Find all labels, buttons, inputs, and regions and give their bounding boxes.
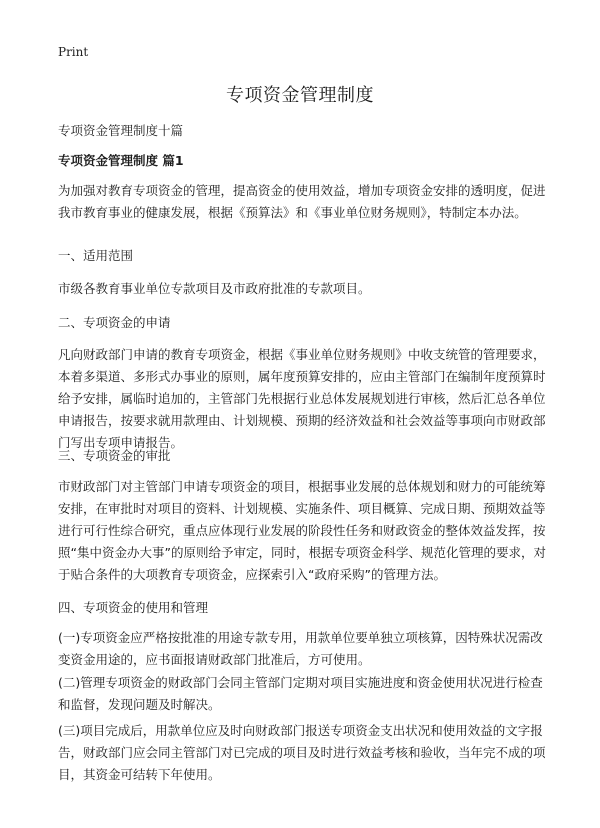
document-subtitle: 专项资金管理制度十篇: [58, 123, 184, 138]
heading-application: 二、专项资金的申请: [58, 315, 171, 330]
paragraph-approval: 市财政部门对主管部门申请专项资金的项目，根据事业发展的总体规划和财力的可能统筹安排，在审批时对项目的资料、计划规模、实施条件、项目概算、完成日期、预期效益等进行可行性综合研究，重点应体现行业发展的阶段性任务和财政资金的整体效益发挥，按照“集中资金办大事”的原则给予审定，同时，根据专项资金科学、规范化管理的要求，对于贴合条件的大项教育专项资金，应探索引入“政府采购”的管理方法。: [58, 479, 546, 582]
paragraph-intro: 为加强对教育专项资金的管理，提高资金的使用效益，增加专项资金安排的透明度，促进我市教育事业的健康发展，根据《预算法》和《事业单位财务规则》，特制定本办法。: [58, 183, 546, 220]
paragraph-use-1: (一)专项资金应严格按批准的用途专款专用，用款单位要单独立项核算，因特殊状况需改变资金用途的，应书面报请财政部门批准后，方可使用。: [58, 630, 543, 667]
heading-use-management: 四、专项资金的使用和管理: [58, 600, 209, 615]
document-title: 专项资金管理制度: [226, 85, 374, 106]
print-link[interactable]: Print: [58, 45, 89, 59]
paragraph-use-3: (三)项目完成后，用款单位应及时向财政部门报送专项资金支出状况和使用效益的文字报告，财政部门应会同主管部门对已完成的项目及时进行效益考核和验收，当年完不成的项目，其资金可结转下年使用。: [58, 723, 546, 782]
paragraph-use-2: (二)管理专项资金的财政部门会同主管部门定期对项目实施进度和资金使用状况进行检查和监督，发现问题及时解决。: [58, 675, 543, 712]
paragraph-scope: 市级各教育事业单位专款项目及市政府批准的专款项目。: [58, 281, 371, 296]
heading-scope: 一、适用范围: [58, 248, 134, 263]
paragraph-application: 凡向财政部门申请的教育专项资金，根据《事业单位财务规则》中收支统管的管理要求，本着多渠道、多形式办事业的原则，属年度预算安排的，应由主管部门在编制年度预算时给予安排，属临时追加的，主管部门先根据行业总体发展规划进行审核，然后汇总各单位申请报告，按要求就用款理由、计划规模、预期的经济效益和社会效益等事项向市财政部门写出专项申请报告。: [58, 347, 546, 450]
heading-approval: 三、专项资金的审批: [58, 448, 171, 463]
section-heading: 专项资金管理制度 篇1: [58, 153, 184, 168]
